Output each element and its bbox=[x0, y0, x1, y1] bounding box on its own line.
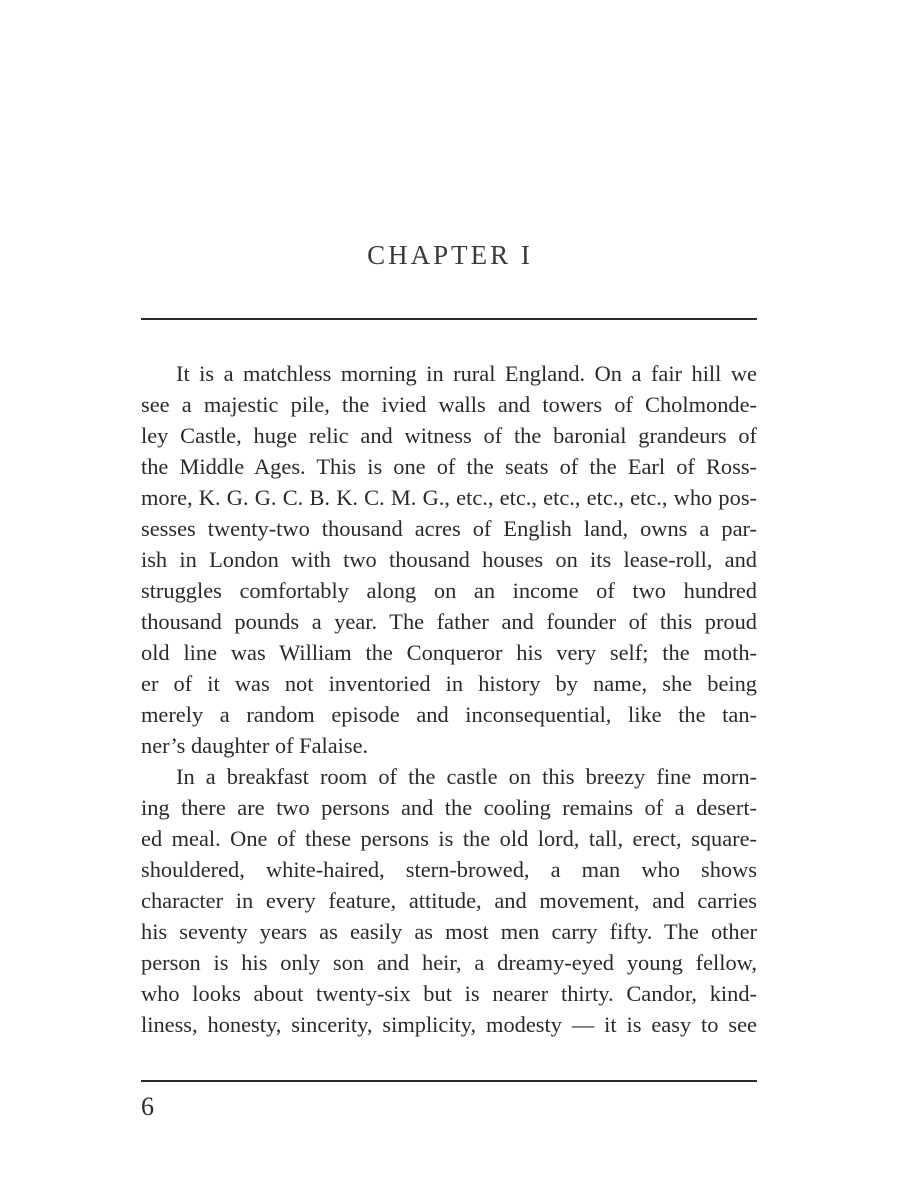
text-line: ner’s daughter of Falaise. bbox=[141, 733, 369, 758]
text-line: see a majestic pile, the ivied walls and towers of Cholmonde- bbox=[141, 392, 757, 417]
text-line: ley Castle, huge relic and witness of the baronial grandeurs of bbox=[141, 423, 757, 448]
text-line: his seventy years as easily as most men carry fifty. The other bbox=[141, 919, 757, 944]
text-line: struggles comfortably along on an income of two hundred bbox=[141, 578, 757, 603]
text-line: more, K. G. G. C. B. K. C. M. G., etc., etc., etc., etc., etc., who pos- bbox=[141, 485, 757, 510]
text-line: sesses twenty-two thousand acres of English land, owns a par- bbox=[141, 516, 757, 541]
text-line: the Middle Ages. This is one of the seats of the Earl of Ross- bbox=[141, 454, 757, 479]
chapter-title: CHAPTER I bbox=[367, 240, 533, 270]
paragraph-1 bbox=[141, 358, 757, 761]
paragraph-2 bbox=[141, 761, 757, 1040]
page-number: 6 bbox=[141, 1092, 154, 1121]
text-line: person is his only son and heir, a dreamy-eyed young fellow, bbox=[141, 950, 757, 975]
body-text bbox=[141, 358, 757, 1040]
text-line: thousand pounds a year. The father and founder of this proud bbox=[141, 609, 757, 634]
top-divider bbox=[141, 318, 757, 320]
text-line: ed meal. One of these persons is the old lord, tall, erect, square- bbox=[141, 826, 757, 851]
text-line: character in every feature, attitude, and movement, and carries bbox=[141, 888, 757, 913]
text-line: In a breakfast room of the castle on this breezy fine morn- bbox=[176, 764, 757, 789]
bottom-divider bbox=[141, 1080, 757, 1082]
text-line: ish in London with two thousand houses on its lease-roll, and bbox=[141, 547, 757, 572]
text-line: liness, honesty, sincerity, simplicity, modesty — it is easy to see bbox=[141, 1012, 757, 1037]
text-line: who looks about twenty-six but is nearer thirty. Candor, kind- bbox=[141, 981, 757, 1006]
text-line: shouldered, white-haired, stern-browed, a man who shows bbox=[141, 857, 757, 882]
text-line: It is a matchless morning in rural England. On a fair hill we bbox=[176, 361, 757, 386]
text-line: old line was William the Conqueror his very self; the moth- bbox=[141, 640, 757, 665]
text-line: ing there are two persons and the cooling remains of a desert- bbox=[141, 795, 757, 820]
text-line: er of it was not inventoried in history by name, she being bbox=[141, 671, 757, 696]
text-line: merely a random episode and inconsequential, like the tan- bbox=[141, 702, 757, 727]
